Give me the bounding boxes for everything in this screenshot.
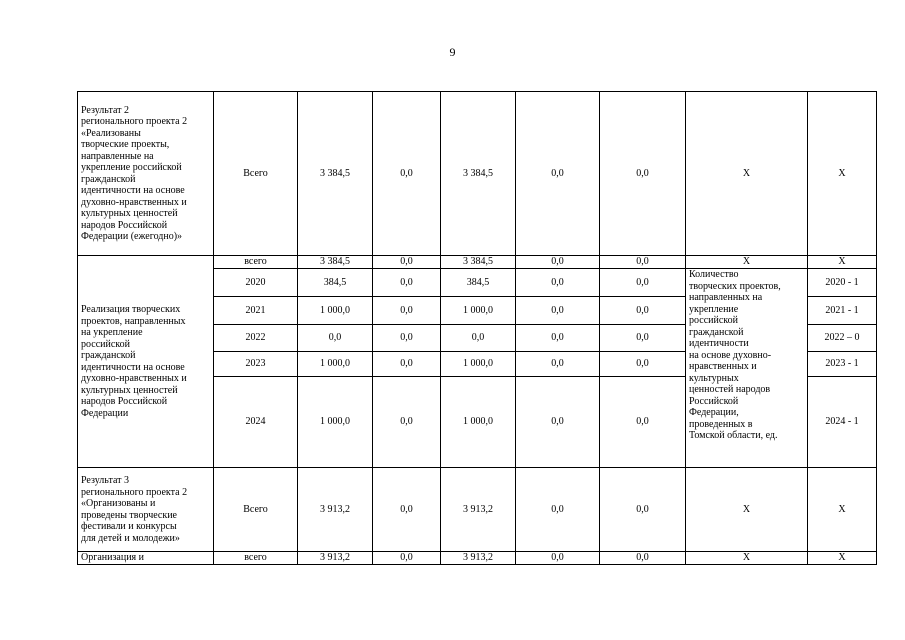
result-3-name: Результат 3 регионального проекта 2 «Организованы и проведены творческие фестивали и конкурсы для детей и молодежи»: [78, 468, 214, 552]
table-row-activity-2-total: [78, 256, 877, 269]
indicator-value-cell: X: [808, 92, 877, 256]
total-cell: 0,0: [298, 325, 373, 352]
indicator-value-cell: X: [808, 468, 877, 552]
federal-cell: 0,0: [373, 552, 441, 565]
indicator-cell: X: [686, 552, 808, 565]
municipal-cell: 0,0: [516, 297, 600, 325]
activity-2-name: Реализация творческих проектов, направленных на укрепление российской гражданской идентичности на основе духовно-нравственных и культурных ценностей народов Российской Федерации: [78, 256, 214, 468]
indicator-value-cell: 2020 - 1: [808, 269, 877, 297]
table-row-result-2: [78, 92, 877, 256]
regional-cell: 384,5: [441, 269, 516, 297]
year-cell: Всего: [214, 92, 298, 256]
regional-cell: 3 384,5: [441, 92, 516, 256]
year-cell: всего: [214, 552, 298, 565]
total-cell: 1 000,0: [298, 377, 373, 468]
table-row-activity-3: [78, 552, 877, 565]
year-cell: всего: [214, 256, 298, 269]
other-cell: 0,0: [600, 552, 686, 565]
municipal-cell: 0,0: [516, 468, 600, 552]
regional-cell: 1 000,0: [441, 377, 516, 468]
municipal-cell: 0,0: [516, 325, 600, 352]
regional-cell: 3 913,2: [441, 468, 516, 552]
other-cell: 0,0: [600, 325, 686, 352]
activity-3-name: Организация и: [78, 552, 214, 565]
regional-cell: 3 384,5: [441, 256, 516, 269]
budget-table: [77, 91, 877, 565]
municipal-cell: 0,0: [516, 92, 600, 256]
indicator-cell: X: [686, 468, 808, 552]
indicator-value-cell: 2022 – 0: [808, 325, 877, 352]
federal-cell: 0,0: [373, 325, 441, 352]
total-cell: 1 000,0: [298, 352, 373, 377]
other-cell: 0,0: [600, 468, 686, 552]
indicator-value-cell: X: [808, 256, 877, 269]
table-row-result-3: [78, 468, 877, 552]
indicator-value-cell: 2024 - 1: [808, 377, 877, 468]
total-cell: 3 384,5: [298, 256, 373, 269]
federal-cell: 0,0: [373, 256, 441, 269]
municipal-cell: 0,0: [516, 377, 600, 468]
federal-cell: 0,0: [373, 377, 441, 468]
year-cell: 2022: [214, 325, 298, 352]
regional-cell: 3 913,2: [441, 552, 516, 565]
page-number: 9: [449, 45, 456, 59]
total-cell: 3 384,5: [298, 92, 373, 256]
year-cell: 2023: [214, 352, 298, 377]
indicator-value-cell: X: [808, 552, 877, 565]
regional-cell: 1 000,0: [441, 352, 516, 377]
total-cell: 3 913,2: [298, 552, 373, 565]
other-cell: 0,0: [600, 352, 686, 377]
total-cell: 384,5: [298, 269, 373, 297]
year-cell: Всего: [214, 468, 298, 552]
result-2-name: Результат 2 регионального проекта 2 «Реализованы творческие проекты, направленные на укрепление российской гражданской идентичности на основе духовно-нравственных и культурных ценностей народов Российской Федерации (ежегодно)»: [78, 92, 214, 256]
other-cell: 0,0: [600, 256, 686, 269]
other-cell: 0,0: [600, 297, 686, 325]
municipal-cell: 0,0: [516, 256, 600, 269]
federal-cell: 0,0: [373, 92, 441, 256]
year-cell: 2020: [214, 269, 298, 297]
total-cell: 3 913,2: [298, 468, 373, 552]
other-cell: 0,0: [600, 269, 686, 297]
federal-cell: 0,0: [373, 468, 441, 552]
other-cell: 0,0: [600, 92, 686, 256]
indicator-description: Количество творческих проектов, направленных на укрепление российской гражданской идентичности на основе духовно- нравственных и культурных ценностей народов Российской Федерации, проведенных в Томской области, ед.: [686, 269, 808, 468]
indicator-value-cell: 2021 - 1: [808, 297, 877, 325]
regional-cell: 0,0: [441, 325, 516, 352]
year-cell: 2021: [214, 297, 298, 325]
federal-cell: 0,0: [373, 269, 441, 297]
municipal-cell: 0,0: [516, 269, 600, 297]
federal-cell: 0,0: [373, 297, 441, 325]
indicator-value-cell: 2023 - 1: [808, 352, 877, 377]
other-cell: 0,0: [600, 377, 686, 468]
year-cell: 2024: [214, 377, 298, 468]
regional-cell: 1 000,0: [441, 297, 516, 325]
total-cell: 1 000,0: [298, 297, 373, 325]
federal-cell: 0,0: [373, 352, 441, 377]
municipal-cell: 0,0: [516, 552, 600, 565]
municipal-cell: 0,0: [516, 352, 600, 377]
indicator-cell: X: [686, 92, 808, 256]
indicator-cell: X: [686, 256, 808, 269]
